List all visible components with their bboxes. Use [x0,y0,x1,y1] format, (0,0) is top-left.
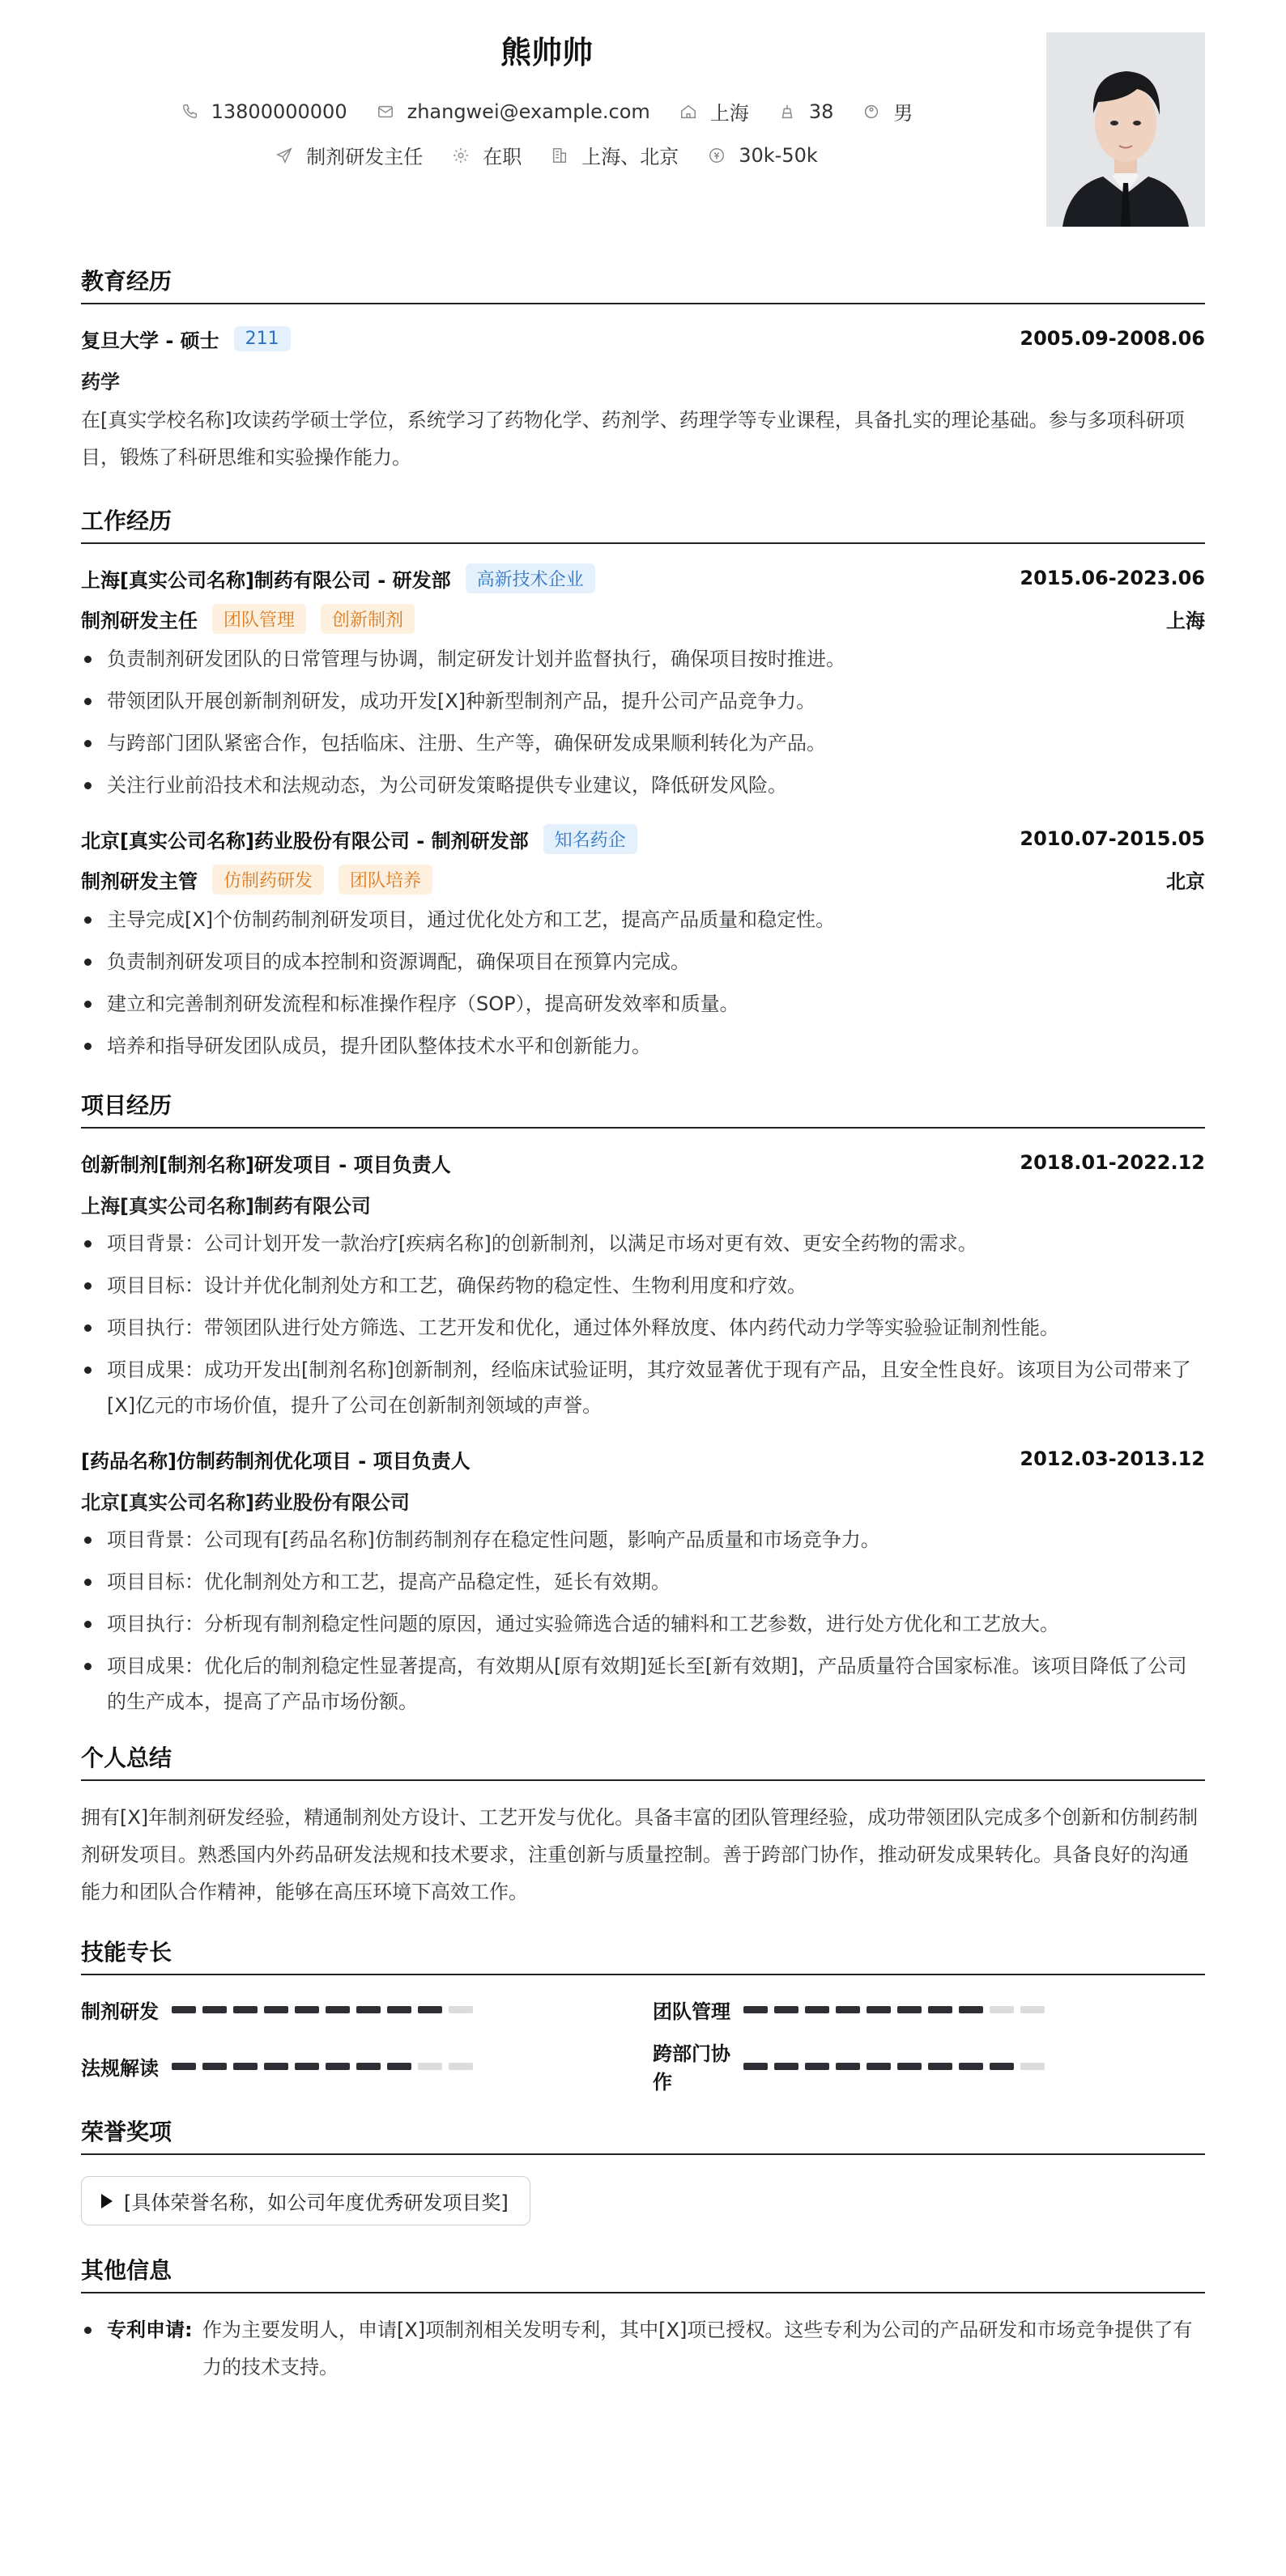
other-section [81,2253,1205,2386]
salary-icon [708,147,726,164]
home-icon [679,103,697,121]
project-header-row [81,1146,1205,1179]
project-entry [81,1443,1205,1719]
company-tag: 知名药企 [543,824,637,854]
summary-text: 拥有[X]年制剂研发经验，精通制剂处方设计、工艺开发与优化。具备丰富的团队管理经验，成功带领团队完成多个创新和仿制药制剂研发项目。熟悉国内外药品研发法规和技术要求，注重创新与质量控制。善于跨部门协作，推动研发成果转化。具备良好的沟通能力和团队合作精神，能够在高压环境下高效工作。 [81,1806,1199,1903]
work-role-row [81,602,1205,635]
education-header-row [81,322,1205,355]
role-tag: 团队管理 [212,604,306,634]
work-entry [81,823,1205,1064]
skill-name: 法规解读 [81,2056,159,2080]
section-title: 项目经历 [81,1088,1205,1129]
phone-icon [181,103,198,121]
skill-segment-filled [743,2006,768,2013]
skill-segment-empty [1020,2063,1045,2070]
skill-segment-filled [264,2006,288,2013]
skill-segment-filled [897,2063,922,2070]
skill-name: 制剂研发 [81,2000,159,2023]
profile-photo [1046,32,1205,227]
skills-section [81,1935,1205,2094]
role-tag: 团队培养 [339,865,432,895]
skill-segment-filled [959,2063,983,2070]
work-entry [81,562,1205,803]
other-info-label: 专利申请: [107,2319,193,2341]
skill-segment-filled [836,2063,860,2070]
work-company-row [81,562,1205,594]
work-bullet: 关注行业前沿技术和法规动态，为公司研发策略提供专业建议，降低研发风险。 [81,767,1205,803]
skill-segment-filled [990,2063,1014,2070]
project-bullet: 项目目标：设计并优化制剂处方和工艺，确保药物的稳定性、生物利用度和疗效。 [81,1268,1205,1303]
skill-level-bar [743,2006,1045,2013]
contact-position [275,141,423,169]
work-bullet: 与跨部门团队紧密合作，包括临床、注册、生产等，确保研发成果顺利转化为产品。 [81,725,1205,761]
skill-segment-filled [295,2006,319,2013]
skill-segment-filled [326,2006,350,2013]
work-bullet: 主导完成[X]个仿制药制剂研发项目，通过优化处方和工艺，提高产品质量和稳定性。 [81,902,1205,937]
section-title: 荣誉奖项 [81,2115,1205,2155]
salary-text: 30k-50k [739,143,818,167]
work-period: 2015.06-2023.06 [1020,567,1205,589]
skill-segment-empty [418,2063,442,2070]
skill-segment-filled [172,2006,196,2013]
skill-segment-filled [418,2006,442,2013]
skill-segment-filled [387,2063,411,2070]
company-name: 上海[真实公司名称]制药有限公司 - 研发部 [81,568,451,592]
role-tag: 创新制剂 [321,604,415,634]
skill-segment-filled [326,2063,350,2070]
projects-section [81,1088,1205,1719]
education-period: 2005.09-2008.06 [1020,327,1205,350]
contact-locations [551,141,679,169]
project-company: 北京[真实公司名称]药业股份有限公司 [81,1491,410,1514]
skill-segment-filled [202,2006,227,2013]
project-bullet: 项目执行：分析现有制剂稳定性问题的原因，通过实验筛选合适的辅料和工艺参数，进行处方优化和工艺放大。 [81,1606,1205,1642]
skill-segment-empty [1020,2006,1045,2013]
skill-segment-filled [202,2063,227,2070]
section-title: 其他信息 [81,2253,1205,2293]
gender-text: 男 [893,102,913,125]
email-text: zhangwei@example.com [407,100,650,123]
skill-segment-empty [990,2006,1014,2013]
send-icon [275,147,293,164]
profile-photo-illustration [1046,32,1205,227]
skill-item [81,1993,653,2026]
project-bullet-list [81,1226,1205,1423]
project-period: 2012.03-2013.12 [1020,1447,1205,1470]
section-title: 技能专长 [81,1935,1205,1975]
work-role-group [81,604,415,634]
skill-item [653,2043,1205,2094]
project-company: 上海[真实公司名称]制药有限公司 [81,1195,371,1218]
work-company-group [81,563,595,593]
resume-page [81,0,1205,2386]
skill-segment-filled [959,2006,983,2013]
position-text: 制剂研发主任 [306,146,424,168]
work-role-group [81,865,432,895]
project-bullet-list [81,1522,1205,1719]
company-tag: 高新技术企业 [466,563,595,593]
skill-segment-filled [774,2063,798,2070]
work-bullet-list [81,641,1205,803]
skill-segment-empty [449,2006,473,2013]
work-section [81,504,1205,1064]
skill-name: 团队管理 [653,2000,730,2023]
skill-segment-filled [743,2063,768,2070]
honor-item-text: [具体荣誉名称，如公司年度优秀研发项目奖] [124,2191,509,2214]
section-title: 教育经历 [81,264,1205,304]
gender-icon [862,103,880,121]
work-company-row [81,823,1205,855]
work-bullet: 负责制剂研发团队的日常管理与协调，制定研发计划并监督执行，确保项目按时推进。 [81,641,1205,677]
role-title: 制剂研发主任 [81,609,198,632]
contact-salary [708,144,818,167]
skill-segment-filled [897,2006,922,2013]
honors-section [81,2115,1205,2225]
project-period: 2018.01-2022.12 [1020,1151,1205,1174]
contact-status [452,141,522,169]
status-text: 在职 [483,146,522,168]
work-role-row [81,863,1205,895]
skill-level-bar [743,2063,1045,2070]
project-bullet: 项目执行：带领团队进行处方筛选、工艺开发和优化，通过体外释放度、体内药代动力学等实验验证制剂性能。 [81,1310,1205,1345]
project-name: 创新制剂[制剂名称]研发项目 - 项目负责人 [81,1153,451,1176]
work-bullet: 带领团队开展创新制剂研发，成功开发[X]种新型制剂产品，提升公司产品竞争力。 [81,683,1205,719]
work-bullet-list [81,902,1205,1064]
section-title: 个人总结 [81,1741,1205,1781]
skill-segment-filled [928,2006,952,2013]
skill-segment-filled [295,2063,319,2070]
skill-segment-filled [356,2006,381,2013]
education-section [81,264,1205,476]
contact-row-primary [81,97,1012,125]
work-bullet: 建立和完善制剂研发流程和标准操作程序（SOP），提高研发效率和质量。 [81,986,1205,1022]
contact-age [778,100,834,123]
age-text: 38 [808,100,834,123]
resume-header [81,0,1205,243]
contact-email [377,100,650,123]
education-major: 药学 [81,371,120,393]
project-bullet: 项目背景：公司计划开发一款治疗[疾病名称]的创新制剂，以满足市场对更有效、更安全药物的需求。 [81,1226,1205,1261]
project-bullet: 项目成果：优化后的制剂稳定性显著提高，有效期从[原有效期]延长至[新有效期]，产品质量符合国家标准。该项目降低了公司的生产成本，提高了产品市场份额。 [81,1648,1205,1719]
skill-segment-filled [928,2063,952,2070]
skill-segment-filled [805,2063,829,2070]
mail-icon [377,103,394,121]
education-description: 在[真实学校名称]攻读药学硕士学位，系统学习了药物化学、药剂学、药理学等专业课程，具备扎实的理论基础。参与多项科研项目，锻炼了科研思维和实验操作能力。 [81,409,1185,469]
skill-item [81,2050,653,2082]
education-school-group [81,325,291,353]
project-bullet: 项目背景：公司现有[药品名称]仿制药制剂存在稳定性问题，影响产品质量和市场竞争力。 [81,1522,1205,1558]
skill-segment-empty [449,2063,473,2070]
contact-gender [862,97,913,125]
contact-city [679,97,749,125]
phone-text: 13800000000 [211,100,347,123]
role-title: 制剂研发主管 [81,869,198,893]
project-entry [81,1146,1205,1423]
skill-segment-filled [172,2063,196,2070]
contact-phone [181,100,347,123]
expand-triangle-icon [101,2194,113,2208]
skill-segment-filled [774,2006,798,2013]
skill-segment-filled [387,2006,411,2013]
skill-name: 跨部门协作 [653,2043,730,2094]
project-bullet: 项目成果：成功开发出[制剂名称]创新制剂，经临床试验证明，其疗效显著优于现有产品，且安全性良好。该项目为公司带来了[X]亿元的市场价值，提升了公司在创新制剂领域的声誉。 [81,1352,1205,1423]
skill-level-bar [172,2063,473,2070]
school-name: 复旦大学 - 硕士 [81,329,219,352]
status-icon [452,147,470,164]
project-header-row [81,1443,1205,1475]
skills-grid [81,1993,1205,2094]
skill-segment-filled [836,2006,860,2013]
skill-segment-filled [805,2006,829,2013]
city-text: 上海 [709,102,749,125]
skill-item [653,1993,1205,2026]
project-bullet: 项目目标：优化制剂处方和工艺，提高产品稳定性，延长有效期。 [81,1564,1205,1600]
age-icon [778,103,796,121]
skill-segment-filled [233,2063,258,2070]
skill-segment-filled [233,2006,258,2013]
candidate-name: 熊帅帅 [500,35,593,70]
work-bullet: 培养和指导研发团队成员，提升团队整体技术水平和创新能力。 [81,1028,1205,1064]
building-icon [551,147,568,164]
skill-segment-filled [867,2063,891,2070]
contact-row-secondary [81,141,1012,169]
skill-level-bar [172,2006,473,2013]
honor-item-toggle[interactable] [81,2176,530,2225]
work-period: 2010.07-2015.05 [1020,827,1205,850]
skill-segment-filled [356,2063,381,2070]
work-city: 上海 [1166,609,1205,632]
summary-section [81,1741,1205,1911]
skill-segment-filled [867,2006,891,2013]
work-company-group [81,824,637,854]
work-bullet: 负责制剂研发项目的成本控制和资源调配，确保项目在预算内完成。 [81,944,1205,980]
school-tag: 211 [234,326,291,351]
locations-text: 上海、北京 [581,146,679,168]
other-info-item [81,2311,1205,2386]
skill-segment-filled [264,2063,288,2070]
project-name: [药品名称]仿制药制剂优化项目 - 项目负责人 [81,1449,471,1473]
company-name: 北京[真实公司名称]药业股份有限公司 - 制剂研发部 [81,829,529,852]
work-city: 北京 [1166,869,1205,893]
other-info-text: 作为主要发明人，申请[X]项制剂相关发明专利，其中[X]项已授权。这些专利为公司的产品研发和市场竞争提供了有力的技术支持。 [202,2319,1193,2378]
section-title: 工作经历 [81,504,1205,544]
role-tag: 仿制药研发 [212,865,324,895]
